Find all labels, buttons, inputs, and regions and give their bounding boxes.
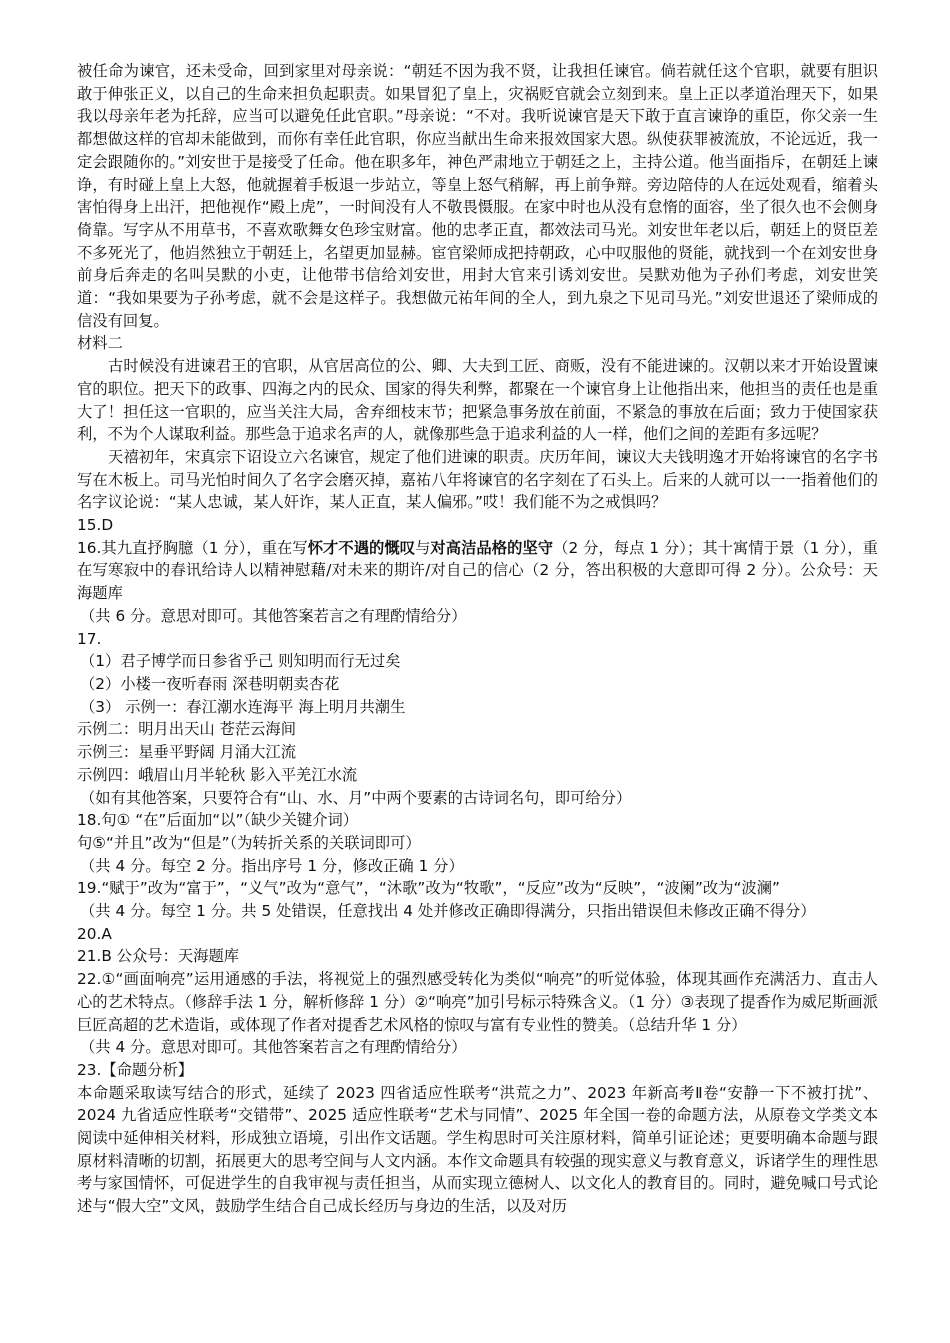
answer-18-line-2: 句⑤“并且”改为“但是”（为转折关系的关联词即可） [77,833,421,852]
answer-17-example-3: 示例三：星垂平野阔 月涌大江流 [77,743,297,762]
answer-20: 20.A [77,924,112,943]
answer-16-text-2: 与 [415,538,431,557]
answer-16-text-3: （2 分，每点 1 分）；其十寓情于景（1 分），重在写寒寂中的春讯给诗人以精神慰藉/对未来的期许/对自己的信心（2 分，答出积极的大意即可得 2 分）。公众号：天海题库 [77,538,878,603]
answer-19: 19.“赋于”改为“富于”，“义气”改为“意气”，“沐歌”改为“牧歌”，“反应”改为“反映”，“波阑”改为“波澜” [77,879,780,898]
answer-16-key-point-2: 对高洁品格的坚守 [430,538,554,557]
answer-18-scoring-note: （共 4 分。每空 2 分。指出序号 1 分，修改正确 1 分） [80,856,464,875]
answer-15: 15.D [77,516,114,535]
answer-17-example-4: 示例四：峨眉山月半轮秋 影入平羌江水流 [77,765,358,784]
answer-23-analysis: 本命题采取读写结合的形式，延续了 2023 四省适应性联考“洪荒之力”、2023 年新高考Ⅱ卷“安静一下不被打扰”、2024 九省适应性联考“交错带”、2025 适应性联考“艺术与同情”、2025 年全国一卷的命题方法，从原卷文学类文本阅读中延伸相关材料，形成独立语境，引出作文话题。学生构思时可关注原材料，简单引证论述；更要明确本命题与跟原材料清晰的切割，拓展更大的思考空间与人文内涵。本作文命题具有较强的现实意义与教育意义，诉诸学生的理性思考与家国情怀，可促进学生的自我审视与责任担当，从而实现立德树人、以文化人的教育目的。同时，避免喊口号式论述与“假大空”文风，鼓励学生结合自己成长经历与身边的生活，以及对历 [77,1083,878,1216]
material2-paragraph-2: 天禧初年，宋真宗下诏设立六名谏官，规定了他们进谏的职责。庆历年间，谏议大夫钱明逸才开始将谏官的名字书写在木板上。司马光怕时间久了名字会磨灭掉，嘉祐八年将谏官的名字刻在了石头上。后来的人就可以一一指着他们的名字议论说：“某人忠诚，某人奸诈，某人正直，某人偏邪。”哎！我们能不为之戒惧吗？ [77,447,878,512]
answer-22: 22.①“画面响亮”运用通感的手法，将视觉上的强烈感受转化为类似“响亮”的听觉体验，体现其画作充满活力、直击人心的艺术特点。（修辞手法 1 分，解析修辞 1 分）②“响亮”加引号标示特殊含义。（1 分）③表现了提香作为威尼斯画派巨匠高超的艺术造诣，或体现了作者对提香艺术风格的惊叹与富有专业性的赞美。（总结升华 1 分） [77,970,878,1034]
answer-16-key-point-1: 怀才不遇的慨叹 [307,538,416,557]
answer-17-scoring-note: （如有其他答案，只要符合有“山、水、月”中两个要素的古诗词名句，即可给分） [80,788,632,807]
answer-16-text-1: 16.其九直抒胸臆（1 分），重在写 [77,538,308,557]
answer-19-scoring-note: （共 4 分。每空 1 分。共 5 处错误，任意找出 4 处并修改正确即得满分，只指出错误但未修改正确不得分） [80,902,816,921]
answer-17-line-2: （2）小楼一夜听春雨 深巷明朝卖杏花 [80,674,340,693]
material2-heading: 材料二 [77,334,123,353]
material2-paragraph-1: 古时候没有进谏君王的官职，从官居高位的公、卿、大夫到工匠、商贩，没有不能进谏的。汉朝以来才开始设置谏官的职位。把天下的政事、四海之内的民众、国家的得失利弊，都聚在一个谏官身上让他指出来，他担当的责任也是重大了！担任这一官职的，应当关注大局，舍弃细枝末节；把紧急事务放在前面，不紧急的事放在后面；致力于使国家获利，不为个人谋取利益。那些急于追求名声的人，就像那些急于追求利益的人一样，他们之间的差距有多远呢？ [77,357,878,444]
answer-17-line-3: （3） 示例一：春江潮水连海平 海上明月共潮生 [80,697,406,716]
answer-17-number: 17. [77,629,102,648]
answer-17-line-1: （1）君子博学而日参省乎己 则知明而行无过矣 [80,652,401,671]
answer-21: 21.B 公众号：天海题库 [77,947,240,966]
answer-17-example-2: 示例二：明月出天山 苍茫云海间 [77,720,297,739]
material1-paragraph: 被任命为谏官，还未受命，回到家里对母亲说：“朝廷不因为我不贤，让我担任谏官。倘若就任这个官职，就要有胆识敢于伸张正义，以自己的生命来担负起职责。如果冒犯了皇上，灾祸贬官就会立刻到来。皇上正以孝道治理天下，如果我以母亲年老为托辞，应当可以避免任此官职。”母亲说：“不对。我听说谏官是天下敢于直言谏诤的重臣，你父亲一生都想做这样的官却未能做到，而你有幸任此官职，你应当献出生命来报效国家大恩。纵使获罪被流放，不论远近，我一定会跟随你的。”刘安世于是接受了任命。他在职多年，神色严肃地立于朝廷之上，主持公道。他当面指斥，在朝廷上谏诤，有时碰上皇上大怒，他就握着手板退一步站立，等皇上怒气稍解，再上前争辩。旁边陪侍的人在远处观看，缩着头害怕得身上出汗，把他视作“殿上虎”，一时间没有人不敬畏慑服。在家中时也从没有怠惰的面容，坐了很久也不会侧身倚靠。写字从不用草书，不喜欢歌舞女色珍宝财富。他的忠孝正直，都效法司马光。刘安世年老以后，朝廷上的贤臣差不多死光了，他岿然独立于朝廷上，名望更加显赫。宦官梁师成把持朝政，心中叹服他的贤能，就找到一个在刘安世身前身后奔走的名叫吴默的小吏，让他带书信给刘安世，用封大官来引诱刘安世。吴默劝他为子孙们考虑，刘安世笑道：“我如果要为子孙考虑，就不会是这样子。我想做元祐年间的全人，到九泉之下见司马光。”刘安世退还了梁师成的信没有回复。 [77,62,878,330]
answer-22-scoring-note: （共 4 分。意思对即可。其他答案若言之有理酌情给分） [80,1038,467,1057]
answer-16-scoring-note: （共 6 分。意思对即可。其他答案若言之有理酌情给分） [80,606,467,625]
answer-18-line-1: 18.句① “在”后面加“以”（缺少关键介词） [77,811,359,830]
answer-23-heading: 23.【命题分析】 [77,1060,194,1079]
answer-16 [77,537,878,605]
